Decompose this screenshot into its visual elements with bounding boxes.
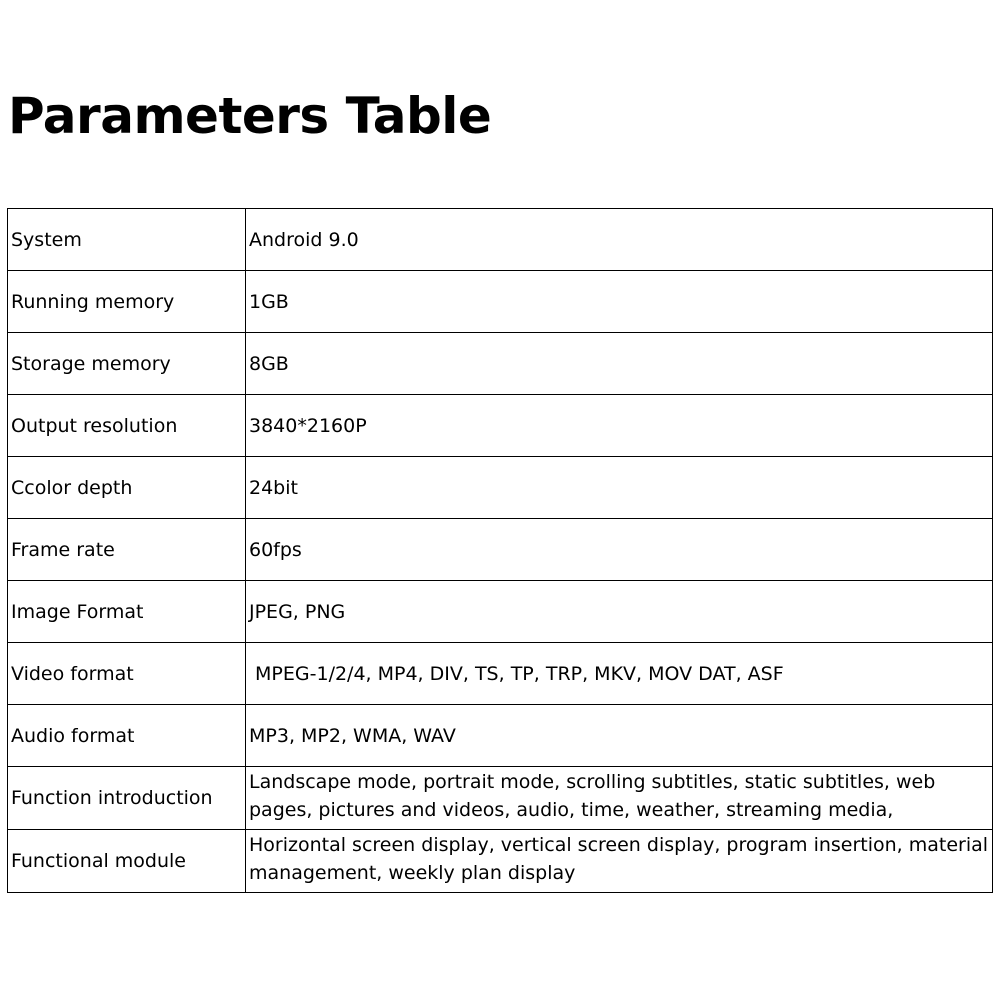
row-label: System [8, 209, 246, 271]
row-value: Horizontal screen display, vertical screen display, program insertion, material management, weekly plan display [246, 830, 993, 893]
row-value: 24bit [246, 457, 993, 519]
table-row-audio-format [8, 705, 993, 767]
table-row-frame-rate [8, 519, 993, 581]
row-value: MPEG-1/2/4, MP4, DIV, TS, TP, TRP, MKV, MOV DAT, ASF [246, 643, 993, 705]
table-row-functional-module [8, 830, 993, 893]
row-label: Video format [8, 643, 246, 705]
table-row-video-format [8, 643, 993, 705]
row-value: 8GB [246, 333, 993, 395]
row-label: Audio format [8, 705, 246, 767]
row-label: Image Format [8, 581, 246, 643]
row-label: Ccolor depth [8, 457, 246, 519]
table-row-system [8, 209, 993, 271]
table-row-running-memory [8, 271, 993, 333]
row-label: Output resolution [8, 395, 246, 457]
row-value: 1GB [246, 271, 993, 333]
row-label: Frame rate [8, 519, 246, 581]
row-label: Functional module [8, 830, 246, 893]
page-title: Parameters Table [8, 87, 492, 145]
row-value: Android 9.0 [246, 209, 993, 271]
table-row-function-introduction [8, 767, 993, 830]
row-label: Running memory [8, 271, 246, 333]
table-row-output-resolution [8, 395, 993, 457]
row-value: JPEG, PNG [246, 581, 993, 643]
row-label: Function introduction [8, 767, 246, 830]
table-row-image-format [8, 581, 993, 643]
row-value: Landscape mode, portrait mode, scrolling subtitles, static subtitles, web pages, pictures and videos, audio, time, weather, streaming media, [246, 767, 993, 830]
row-value: 60fps [246, 519, 993, 581]
parameters-table [7, 208, 993, 893]
row-value: 3840*2160P [246, 395, 993, 457]
row-value: MP3, MP2, WMA, WAV [246, 705, 993, 767]
row-label: Storage memory [8, 333, 246, 395]
table-row-storage-memory [8, 333, 993, 395]
table-row-color-depth [8, 457, 993, 519]
